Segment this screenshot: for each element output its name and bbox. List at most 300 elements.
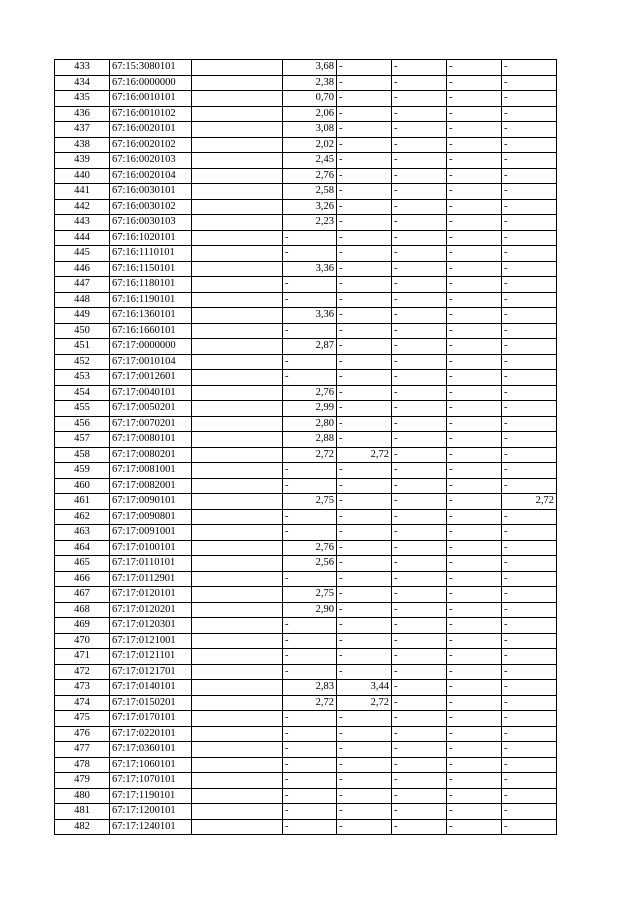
table-cell: - (392, 153, 447, 169)
table-cell: - (502, 649, 557, 665)
table-cell: 435 (55, 91, 110, 107)
table-cell: - (337, 354, 392, 370)
table-cell: 67:17:0050201 (110, 401, 192, 417)
table-cell (192, 323, 283, 339)
table-cell (192, 447, 283, 463)
table-cell: 67:16:0030101 (110, 184, 192, 200)
table-cell: 443 (55, 215, 110, 231)
table-cell: 2,56 (283, 556, 337, 572)
table-cell: - (502, 75, 557, 91)
table-cell: 444 (55, 230, 110, 246)
table-row (55, 354, 557, 370)
table-cell: - (447, 137, 502, 153)
table-cell: - (447, 757, 502, 773)
table-cell: - (447, 804, 502, 820)
table-cell: - (502, 339, 557, 355)
table-cell: - (502, 122, 557, 138)
table-cell: 461 (55, 494, 110, 510)
table-row (55, 401, 557, 417)
table-cell: 475 (55, 711, 110, 727)
table-cell: - (337, 726, 392, 742)
table-cell: 67:16:0030102 (110, 199, 192, 215)
table-cell: - (447, 618, 502, 634)
table-cell: - (502, 540, 557, 556)
table-cell (192, 525, 283, 541)
table-cell: - (502, 401, 557, 417)
table-cell: 470 (55, 633, 110, 649)
table-cell: 2,83 (283, 680, 337, 696)
table-cell: - (392, 106, 447, 122)
table-cell: - (337, 199, 392, 215)
table-cell: 67:16:0000000 (110, 75, 192, 91)
table-cell: 477 (55, 742, 110, 758)
table-cell: - (502, 106, 557, 122)
table-row (55, 447, 557, 463)
table-cell: 67:16:0020102 (110, 137, 192, 153)
table-cell: 2,99 (283, 401, 337, 417)
table-cell (192, 711, 283, 727)
table-cell: - (502, 664, 557, 680)
table-cell: - (283, 726, 337, 742)
table-cell: - (392, 75, 447, 91)
table-cell: - (447, 106, 502, 122)
table-cell: - (283, 773, 337, 789)
table-cell (192, 649, 283, 665)
table-row (55, 680, 557, 696)
table-cell: - (392, 184, 447, 200)
table-cell: - (392, 804, 447, 820)
table-cell: - (337, 339, 392, 355)
table-cell: 3,08 (283, 122, 337, 138)
table-cell: 481 (55, 804, 110, 820)
table-cell: 67:16:0020104 (110, 168, 192, 184)
table-cell: 476 (55, 726, 110, 742)
table-row (55, 215, 557, 231)
table-cell: 457 (55, 432, 110, 448)
table-cell: - (447, 153, 502, 169)
table-cell (192, 246, 283, 262)
table-cell: 2,45 (283, 153, 337, 169)
table-cell: - (447, 122, 502, 138)
table-cell: - (392, 292, 447, 308)
table-cell: - (502, 711, 557, 727)
table-cell: 67:17:0360101 (110, 742, 192, 758)
table-cell: 67:17:1070101 (110, 773, 192, 789)
table-cell: 67:16:1150101 (110, 261, 192, 277)
table-cell: - (502, 370, 557, 386)
table-cell: 67:17:0040101 (110, 385, 192, 401)
table-cell: 2,76 (283, 540, 337, 556)
table-row (55, 788, 557, 804)
table-cell: - (337, 215, 392, 231)
table-cell: - (447, 292, 502, 308)
table-cell: - (392, 447, 447, 463)
table-cell: - (337, 649, 392, 665)
table-cell (192, 633, 283, 649)
table-cell: - (392, 277, 447, 293)
table-cell: - (337, 478, 392, 494)
table-cell: - (502, 308, 557, 324)
table-cell: - (337, 277, 392, 293)
table-cell: 67:17:1190101 (110, 788, 192, 804)
table-cell: - (392, 556, 447, 572)
table-cell (192, 292, 283, 308)
table-cell: - (392, 726, 447, 742)
table-cell: 469 (55, 618, 110, 634)
table-cell: 67:17:0120201 (110, 602, 192, 618)
table-row (55, 261, 557, 277)
table-cell (192, 199, 283, 215)
table-cell: - (392, 571, 447, 587)
table-cell (192, 122, 283, 138)
table-cell: - (283, 571, 337, 587)
table-cell: - (337, 323, 392, 339)
table-cell: - (502, 354, 557, 370)
table-cell: - (447, 416, 502, 432)
table-cell: - (283, 525, 337, 541)
table-cell: - (283, 323, 337, 339)
table-row (55, 540, 557, 556)
table-row (55, 804, 557, 820)
table-cell: - (502, 168, 557, 184)
table-cell: 448 (55, 292, 110, 308)
table-cell: 67:17:0090101 (110, 494, 192, 510)
table-cell: - (337, 168, 392, 184)
table-cell: - (502, 215, 557, 231)
table-cell: 2,58 (283, 184, 337, 200)
table-row (55, 60, 557, 76)
table-cell: 67:16:1020101 (110, 230, 192, 246)
table-cell (192, 680, 283, 696)
table-cell: - (502, 680, 557, 696)
table-cell: 2,87 (283, 339, 337, 355)
table-cell: - (502, 695, 557, 711)
table-cell: 3,44 (337, 680, 392, 696)
table-cell: 436 (55, 106, 110, 122)
table-cell: - (502, 478, 557, 494)
table-cell (192, 757, 283, 773)
table-cell: 3,26 (283, 199, 337, 215)
table-cell: - (447, 525, 502, 541)
table-cell: 67:17:0080201 (110, 447, 192, 463)
table-cell: - (447, 649, 502, 665)
table-cell: 451 (55, 339, 110, 355)
table-cell (192, 602, 283, 618)
table-cell: - (337, 91, 392, 107)
table-cell: - (447, 385, 502, 401)
table-cell: - (392, 788, 447, 804)
table-row (55, 199, 557, 215)
table-cell: - (392, 618, 447, 634)
table-cell: - (447, 664, 502, 680)
table-cell: 482 (55, 819, 110, 835)
table-cell: - (283, 649, 337, 665)
table-cell: - (392, 60, 447, 76)
table-cell (192, 184, 283, 200)
table-row (55, 75, 557, 91)
table-cell (192, 401, 283, 417)
table-row (55, 416, 557, 432)
table-cell: 2,76 (283, 168, 337, 184)
table-cell: - (447, 478, 502, 494)
table-cell: - (392, 401, 447, 417)
table-cell: - (337, 711, 392, 727)
table-cell (192, 726, 283, 742)
table-cell: - (283, 246, 337, 262)
table-cell: - (502, 463, 557, 479)
table-cell: - (337, 416, 392, 432)
table-cell: - (337, 602, 392, 618)
table-cell: - (447, 339, 502, 355)
table-cell (192, 91, 283, 107)
table-cell: 2,02 (283, 137, 337, 153)
table-cell: - (392, 742, 447, 758)
table-cell: 2,72 (337, 695, 392, 711)
table-cell (192, 587, 283, 603)
table-row (55, 602, 557, 618)
table-cell (192, 308, 283, 324)
table-cell: 67:17:0121101 (110, 649, 192, 665)
table-row (55, 633, 557, 649)
table-cell: - (337, 75, 392, 91)
table-cell: - (337, 633, 392, 649)
table-cell: - (392, 664, 447, 680)
table-cell: 67:17:0080101 (110, 432, 192, 448)
table-cell (192, 339, 283, 355)
table-cell: - (502, 571, 557, 587)
table-cell: 3,36 (283, 261, 337, 277)
table-cell: - (392, 509, 447, 525)
table-cell (192, 540, 283, 556)
table-cell (192, 168, 283, 184)
table-row (55, 323, 557, 339)
table-cell (192, 432, 283, 448)
table-cell: - (392, 463, 447, 479)
table-row (55, 711, 557, 727)
table-cell: 474 (55, 695, 110, 711)
table-cell: - (337, 571, 392, 587)
table-row (55, 695, 557, 711)
table-cell: 67:16:0010101 (110, 91, 192, 107)
table-row (55, 246, 557, 262)
table-cell: 442 (55, 199, 110, 215)
data-table-body (55, 60, 557, 835)
table-cell: 3,36 (283, 308, 337, 324)
table-row (55, 773, 557, 789)
table-cell: 434 (55, 75, 110, 91)
table-cell (192, 819, 283, 835)
table-cell: - (447, 494, 502, 510)
table-cell: - (502, 447, 557, 463)
table-cell: 473 (55, 680, 110, 696)
table-cell: 455 (55, 401, 110, 417)
table-cell: - (502, 432, 557, 448)
table-cell (192, 75, 283, 91)
table-cell: - (337, 401, 392, 417)
table-cell (192, 618, 283, 634)
table-cell: - (283, 509, 337, 525)
table-cell: - (447, 184, 502, 200)
table-cell: - (502, 602, 557, 618)
table-cell: 67:17:0012601 (110, 370, 192, 386)
table-cell: - (337, 308, 392, 324)
table-cell: - (502, 385, 557, 401)
table-cell: - (502, 525, 557, 541)
table-cell: - (337, 60, 392, 76)
table-row (55, 571, 557, 587)
table-row (55, 478, 557, 494)
table-row (55, 106, 557, 122)
table-cell (192, 773, 283, 789)
table-cell (192, 370, 283, 386)
table-cell: 67:17:1200101 (110, 804, 192, 820)
table-cell: - (447, 230, 502, 246)
table-cell: - (447, 91, 502, 107)
table-row (55, 184, 557, 200)
table-cell: - (502, 509, 557, 525)
table-cell: - (447, 711, 502, 727)
table-cell: - (337, 757, 392, 773)
table-cell: 67:16:1190101 (110, 292, 192, 308)
table-cell: - (447, 75, 502, 91)
table-row (55, 122, 557, 138)
table-cell: 3,68 (283, 60, 337, 76)
table-cell (192, 571, 283, 587)
table-row (55, 494, 557, 510)
table-cell (192, 742, 283, 758)
table-cell: - (502, 804, 557, 820)
table-cell: - (447, 695, 502, 711)
table-cell: 67:16:0030103 (110, 215, 192, 231)
table-cell: 67:17:0112901 (110, 571, 192, 587)
table-cell: 67:17:0120101 (110, 587, 192, 603)
table-cell: 67:17:1240101 (110, 819, 192, 835)
table-cell: - (502, 246, 557, 262)
table-cell: - (337, 587, 392, 603)
table-cell: - (502, 230, 557, 246)
table-cell (192, 153, 283, 169)
table-cell: - (337, 540, 392, 556)
table-cell: 446 (55, 261, 110, 277)
table-cell: 462 (55, 509, 110, 525)
table-cell: - (447, 277, 502, 293)
table-row (55, 742, 557, 758)
table-cell: - (392, 168, 447, 184)
table-cell: - (502, 633, 557, 649)
table-cell (192, 230, 283, 246)
table-cell: 67:17:0100101 (110, 540, 192, 556)
table-cell: - (337, 556, 392, 572)
table-cell: - (447, 432, 502, 448)
table-cell: 67:16:1360101 (110, 308, 192, 324)
table-cell: - (337, 742, 392, 758)
table-cell: 67:17:0082001 (110, 478, 192, 494)
table-cell: - (337, 370, 392, 386)
table-cell: - (337, 509, 392, 525)
table-row (55, 339, 557, 355)
table-cell: - (392, 385, 447, 401)
table-cell: 67:15:3080101 (110, 60, 192, 76)
table-cell: 67:17:0110101 (110, 556, 192, 572)
table-row (55, 432, 557, 448)
table-cell (192, 385, 283, 401)
table-cell: - (392, 773, 447, 789)
table-cell: 478 (55, 757, 110, 773)
table-row (55, 525, 557, 541)
table-cell: 480 (55, 788, 110, 804)
table-cell: - (447, 308, 502, 324)
table-cell: - (392, 695, 447, 711)
table-cell: 67:17:0121701 (110, 664, 192, 680)
table-cell: - (392, 323, 447, 339)
table-cell: 67:17:0070201 (110, 416, 192, 432)
table-cell (192, 509, 283, 525)
table-cell: - (447, 447, 502, 463)
table-cell: - (502, 323, 557, 339)
table-cell: 438 (55, 137, 110, 153)
table-cell: - (502, 556, 557, 572)
table-cell: - (337, 122, 392, 138)
table-cell: - (283, 230, 337, 246)
table-row (55, 137, 557, 153)
table-cell: - (337, 184, 392, 200)
table-cell: 67:17:0120301 (110, 618, 192, 634)
table-cell: - (447, 354, 502, 370)
table-cell: - (502, 416, 557, 432)
table-row (55, 587, 557, 603)
table-cell: - (502, 819, 557, 835)
table-cell: - (392, 122, 447, 138)
table-cell: - (283, 711, 337, 727)
table-row (55, 91, 557, 107)
table-cell: - (392, 308, 447, 324)
table-cell: - (447, 742, 502, 758)
table-cell: - (447, 540, 502, 556)
table-cell: - (392, 819, 447, 835)
table-cell: - (447, 401, 502, 417)
table-cell: - (392, 494, 447, 510)
table-cell (192, 215, 283, 231)
table-cell: 67:17:0010104 (110, 354, 192, 370)
table-cell: 67:16:1180101 (110, 277, 192, 293)
table-cell: - (502, 587, 557, 603)
table-cell: - (447, 602, 502, 618)
table-cell: - (447, 788, 502, 804)
table-cell: - (392, 261, 447, 277)
table-cell: 433 (55, 60, 110, 76)
table-cell: 67:16:0020103 (110, 153, 192, 169)
table-cell: - (392, 525, 447, 541)
table-cell: - (392, 230, 447, 246)
table-cell: - (502, 261, 557, 277)
table-cell (192, 106, 283, 122)
table-cell: - (283, 664, 337, 680)
table-cell: - (392, 339, 447, 355)
table-cell (192, 60, 283, 76)
table-cell: 463 (55, 525, 110, 541)
table-cell: - (337, 773, 392, 789)
table-cell: - (337, 804, 392, 820)
table-cell: - (447, 680, 502, 696)
table-cell: 67:17:0150201 (110, 695, 192, 711)
table-cell: - (337, 819, 392, 835)
table-cell: - (447, 463, 502, 479)
table-row (55, 153, 557, 169)
table-cell: - (337, 137, 392, 153)
table-cell: - (392, 649, 447, 665)
table-cell: - (447, 246, 502, 262)
table-row (55, 819, 557, 835)
